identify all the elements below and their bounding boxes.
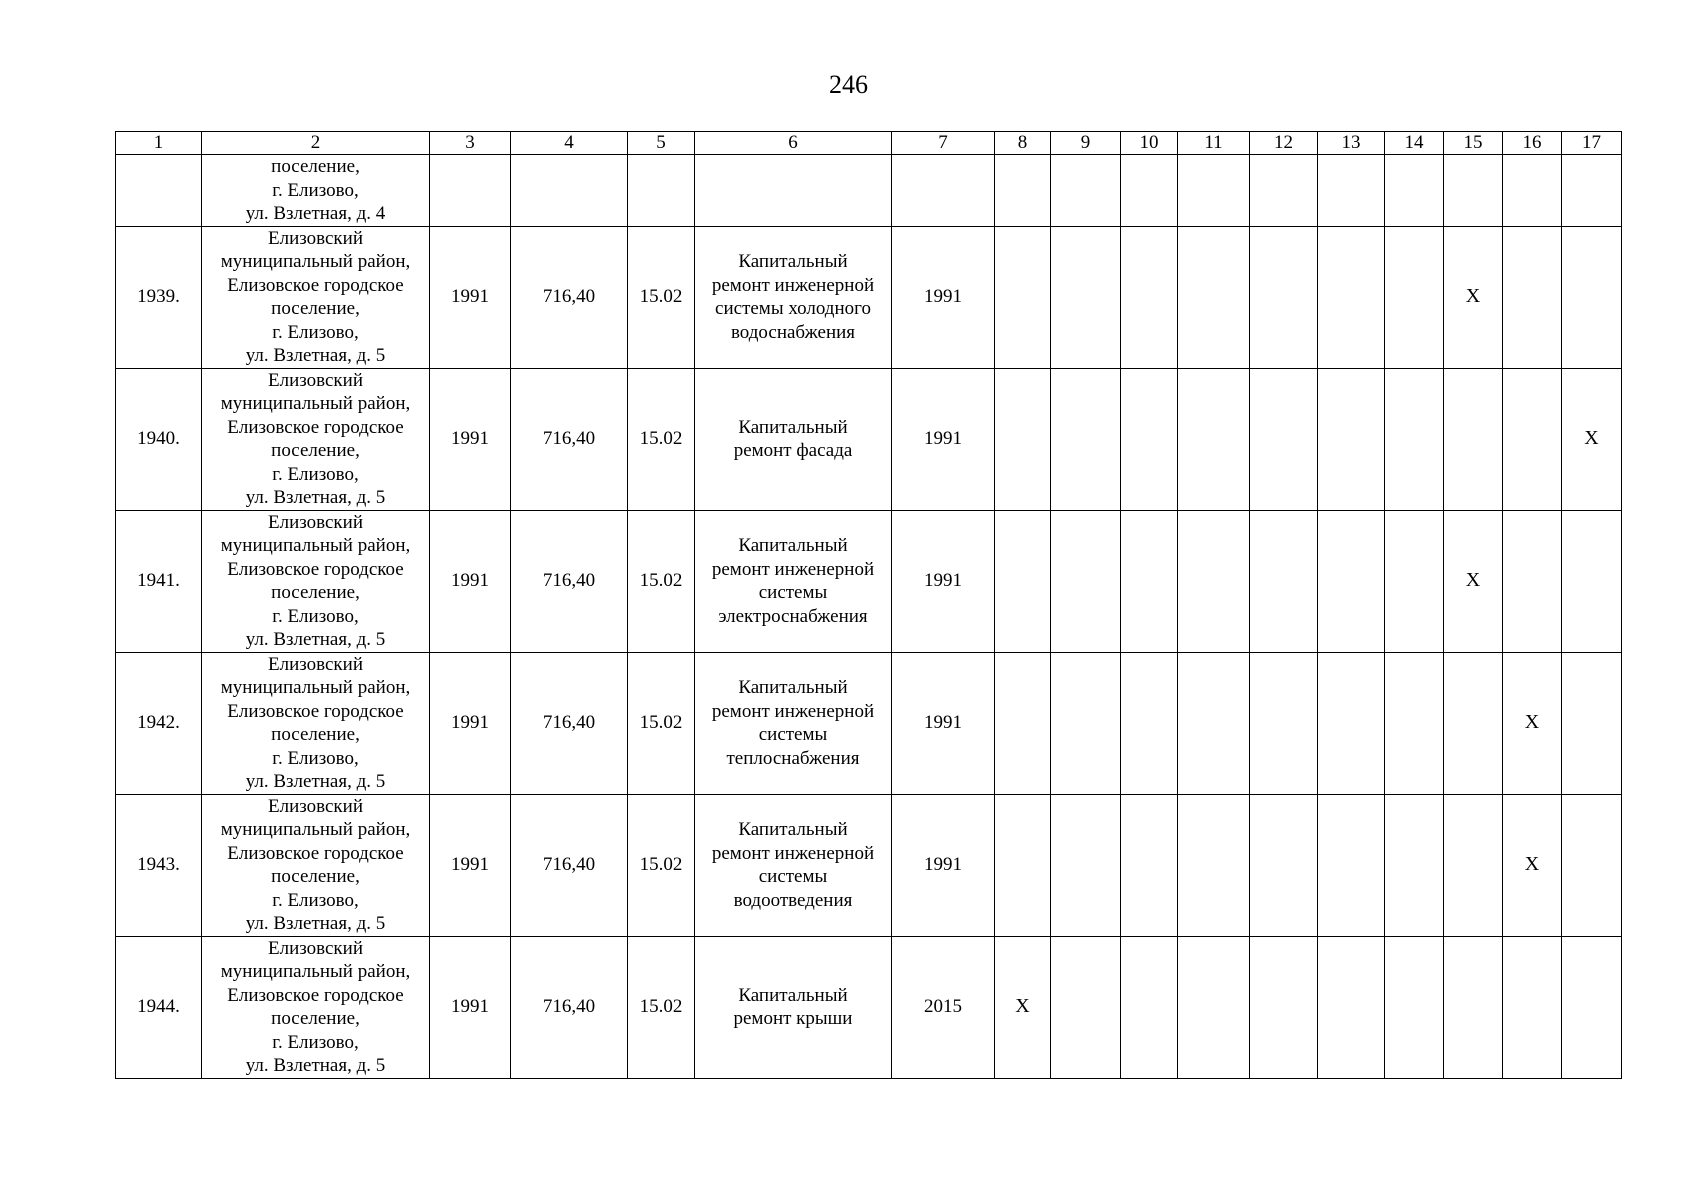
- work-line: Капитальный: [738, 416, 848, 438]
- mark-cell: [1503, 510, 1562, 652]
- mark-cell: [1178, 652, 1250, 794]
- mark-cell: [1444, 794, 1503, 936]
- work-line: системы: [758, 582, 828, 603]
- column-number-header: 14: [1385, 132, 1444, 155]
- address-line: поселение,: [271, 582, 360, 603]
- address-line: г. Елизово,: [272, 179, 359, 201]
- mark-cell: [1051, 794, 1121, 936]
- address-line: муниципальный район,: [220, 251, 411, 272]
- mark-cell: [1051, 368, 1121, 510]
- mark-cell: [1385, 936, 1444, 1078]
- work-line: ремонт инженерной: [711, 842, 875, 864]
- address-line: поселение,: [271, 440, 360, 461]
- continued-row: [116, 155, 1622, 227]
- address-line: ул. Взлетная, д. 5: [245, 345, 386, 366]
- table-row: [116, 794, 1622, 936]
- table-row: [116, 510, 1622, 652]
- cell-empty: [1503, 155, 1562, 227]
- work-line: Капитальный: [738, 677, 848, 698]
- table-row: [116, 936, 1622, 1078]
- address-line: Елизовское городское: [227, 984, 404, 1006]
- column-number-header: 9: [1051, 132, 1121, 155]
- mark-cell: [995, 652, 1051, 794]
- address-line: ул. Взлетная, д. 5: [245, 487, 386, 508]
- row-number-cell: 1942.: [116, 652, 202, 794]
- mark-cell: [1503, 368, 1562, 510]
- column-number-header: 7: [892, 132, 995, 155]
- mark-cell: [995, 368, 1051, 510]
- mark-cell: [1121, 226, 1178, 368]
- cell-address: [202, 155, 430, 227]
- code-cell: 15.02: [628, 368, 695, 510]
- mark-cell: [1250, 368, 1318, 510]
- table-row: [116, 226, 1622, 368]
- address-line: поселение,: [271, 298, 360, 319]
- address-line: Елизовский: [267, 227, 363, 249]
- mark-cell: [1250, 936, 1318, 1078]
- column-number-header: 5: [628, 132, 695, 155]
- work-line: ремонт фасада: [733, 440, 853, 461]
- row-number-cell: 1943.: [116, 794, 202, 936]
- work-type-cell: [695, 936, 892, 1078]
- column-number-header: 16: [1503, 132, 1562, 155]
- address-line: муниципальный район,: [220, 819, 411, 840]
- code-cell: 15.02: [628, 652, 695, 794]
- address-line: ул. Взлетная, д. 5: [245, 629, 386, 650]
- mark-cell: [1318, 936, 1385, 1078]
- mark-cell: [1503, 226, 1562, 368]
- year-built-cell: 1991: [430, 936, 511, 1078]
- area-cell: 716,40: [511, 510, 628, 652]
- mark-cell: [1250, 510, 1318, 652]
- table-row: [116, 652, 1622, 794]
- mark-cell: [1178, 936, 1250, 1078]
- cell-empty: [1318, 155, 1385, 227]
- mark-cell: [1121, 368, 1178, 510]
- work-line: теплоснабжения: [726, 747, 860, 769]
- table-row: [116, 368, 1622, 510]
- work-type-cell: [695, 794, 892, 936]
- address-line: Елизовское городское: [227, 558, 404, 580]
- work-line: Капитальный: [738, 819, 848, 840]
- address-line: ул. Взлетная, д. 5: [245, 1055, 386, 1076]
- address-cell: [202, 368, 430, 510]
- planned-year-cell: 2015: [892, 936, 995, 1078]
- work-line: Капитальный: [738, 251, 848, 272]
- address-line: поселение,: [271, 156, 360, 177]
- column-number-header: 12: [1250, 132, 1318, 155]
- work-type-cell: [695, 510, 892, 652]
- address-line: ул. Взлетная, д. 4: [245, 203, 386, 224]
- row-number-cell: 1944.: [116, 936, 202, 1078]
- address-line: ул. Взлетная, д. 5: [245, 771, 386, 792]
- column-number-header: 11: [1178, 132, 1250, 155]
- cell-empty: [1051, 155, 1121, 227]
- code-cell: 15.02: [628, 510, 695, 652]
- work-line: ремонт инженерной: [711, 274, 875, 296]
- cell-empty: [1121, 155, 1178, 227]
- mark-cell: X: [995, 936, 1051, 1078]
- cell-empty: [695, 155, 892, 227]
- table-body: [116, 155, 1622, 1079]
- work-line: ремонт инженерной: [711, 700, 875, 722]
- address-line: муниципальный район,: [220, 393, 411, 414]
- mark-cell: X: [1444, 510, 1503, 652]
- mark-cell: [1178, 368, 1250, 510]
- column-number-header: 10: [1121, 132, 1178, 155]
- address-cell: [202, 794, 430, 936]
- work-line: системы: [758, 724, 828, 745]
- column-number-header-row: [116, 132, 1622, 155]
- work-line: водоотведения: [733, 889, 853, 911]
- address-line: муниципальный район,: [220, 961, 411, 982]
- cell-num: [116, 155, 202, 227]
- mark-cell: [1503, 936, 1562, 1078]
- mark-cell: [1250, 794, 1318, 936]
- column-number-header: 15: [1444, 132, 1503, 155]
- column-number-header: 3: [430, 132, 511, 155]
- address-line: г. Елизово,: [272, 1031, 359, 1053]
- mark-cell: [1318, 652, 1385, 794]
- register-table: [115, 131, 1622, 1079]
- row-number-cell: 1939.: [116, 226, 202, 368]
- address-line: Елизовский: [267, 795, 363, 817]
- mark-cell: [1178, 510, 1250, 652]
- address-line: муниципальный район,: [220, 535, 411, 556]
- year-built-cell: 1991: [430, 368, 511, 510]
- work-line: системы: [758, 866, 828, 887]
- work-line: ремонт инженерной: [711, 558, 875, 580]
- work-line: системы холодного: [715, 298, 871, 319]
- year-built-cell: 1991: [430, 510, 511, 652]
- address-line: Елизовский: [267, 369, 363, 391]
- mark-cell: [1562, 510, 1622, 652]
- mark-cell: [1121, 936, 1178, 1078]
- work-line: водоснабжения: [730, 321, 856, 343]
- mark-cell: [1318, 510, 1385, 652]
- cell-empty: [1250, 155, 1318, 227]
- address-cell: [202, 226, 430, 368]
- address-line: г. Елизово,: [272, 463, 359, 485]
- mark-cell: [1385, 510, 1444, 652]
- row-number-cell: 1940.: [116, 368, 202, 510]
- column-number-header: 1: [116, 132, 202, 155]
- mark-cell: [1385, 652, 1444, 794]
- code-cell: 15.02: [628, 794, 695, 936]
- work-line: Капитальный: [738, 984, 848, 1006]
- address-line: г. Елизово,: [272, 605, 359, 627]
- work-type-cell: [695, 652, 892, 794]
- mark-cell: [1318, 794, 1385, 936]
- address-line: Елизовское городское: [227, 274, 404, 296]
- mark-cell: [1250, 652, 1318, 794]
- mark-cell: [995, 794, 1051, 936]
- address-line: г. Елизово,: [272, 889, 359, 911]
- work-line: ремонт крыши: [733, 1008, 853, 1029]
- column-number-header: 13: [1318, 132, 1385, 155]
- code-cell: 15.02: [628, 936, 695, 1078]
- cell-empty: [1385, 155, 1444, 227]
- mark-cell: [1444, 368, 1503, 510]
- address-line: ул. Взлетная, д. 5: [245, 913, 386, 934]
- year-built-cell: 1991: [430, 794, 511, 936]
- mark-cell: [1250, 226, 1318, 368]
- mark-cell: X: [1444, 226, 1503, 368]
- cell-empty: [995, 155, 1051, 227]
- mark-cell: [1178, 226, 1250, 368]
- mark-cell: [1385, 794, 1444, 936]
- column-number-header: 6: [695, 132, 892, 155]
- mark-cell: [1562, 794, 1622, 936]
- page-number: 246: [829, 70, 868, 99]
- column-number-header: 8: [995, 132, 1051, 155]
- address-line: Елизовский: [267, 511, 363, 533]
- address-line: г. Елизово,: [272, 747, 359, 769]
- mark-cell: [1051, 936, 1121, 1078]
- cell-empty: [892, 155, 995, 227]
- mark-cell: X: [1503, 794, 1562, 936]
- address-line: Елизовский: [267, 937, 363, 959]
- mark-cell: [1444, 652, 1503, 794]
- mark-cell: [1385, 368, 1444, 510]
- cell-empty: [628, 155, 695, 227]
- mark-cell: [1444, 936, 1503, 1078]
- mark-cell: [1178, 794, 1250, 936]
- address-line: Елизовское городское: [227, 700, 404, 722]
- planned-year-cell: 1991: [892, 794, 995, 936]
- mark-cell: [1051, 652, 1121, 794]
- work-line: Капитальный: [738, 535, 848, 556]
- address-cell: [202, 936, 430, 1078]
- year-built-cell: 1991: [430, 652, 511, 794]
- row-number-cell: 1941.: [116, 510, 202, 652]
- address-line: поселение,: [271, 724, 360, 745]
- column-number-header: 4: [511, 132, 628, 155]
- mark-cell: X: [1562, 368, 1622, 510]
- mark-cell: [1051, 510, 1121, 652]
- address-line: г. Елизово,: [272, 321, 359, 343]
- cell-empty: [1444, 155, 1503, 227]
- planned-year-cell: 1991: [892, 652, 995, 794]
- address-cell: [202, 652, 430, 794]
- mark-cell: [995, 510, 1051, 652]
- mark-cell: [1121, 510, 1178, 652]
- address-line: Елизовский: [267, 653, 363, 675]
- column-number-header: 2: [202, 132, 430, 155]
- mark-cell: [1318, 368, 1385, 510]
- address-line: поселение,: [271, 866, 360, 887]
- planned-year-cell: 1991: [892, 368, 995, 510]
- work-type-cell: [695, 226, 892, 368]
- cell-empty: [511, 155, 628, 227]
- address-line: поселение,: [271, 1008, 360, 1029]
- area-cell: 716,40: [511, 794, 628, 936]
- cell-empty: [1178, 155, 1250, 227]
- mark-cell: X: [1503, 652, 1562, 794]
- mark-cell: [1318, 226, 1385, 368]
- cell-empty: [1562, 155, 1622, 227]
- cell-empty: [430, 155, 511, 227]
- planned-year-cell: 1991: [892, 226, 995, 368]
- mark-cell: [995, 226, 1051, 368]
- mark-cell: [1562, 226, 1622, 368]
- address-line: Елизовское городское: [227, 842, 404, 864]
- year-built-cell: 1991: [430, 226, 511, 368]
- mark-cell: [1562, 652, 1622, 794]
- work-line: электроснабжения: [718, 605, 868, 627]
- address-line: Елизовское городское: [227, 416, 404, 438]
- address-line: муниципальный район,: [220, 677, 411, 698]
- mark-cell: [1562, 936, 1622, 1078]
- planned-year-cell: 1991: [892, 510, 995, 652]
- mark-cell: [1051, 226, 1121, 368]
- mark-cell: [1385, 226, 1444, 368]
- code-cell: 15.02: [628, 226, 695, 368]
- column-number-header: 17: [1562, 132, 1622, 155]
- mark-cell: [1121, 794, 1178, 936]
- address-cell: [202, 510, 430, 652]
- mark-cell: [1121, 652, 1178, 794]
- area-cell: 716,40: [511, 652, 628, 794]
- area-cell: 716,40: [511, 936, 628, 1078]
- area-cell: 716,40: [511, 226, 628, 368]
- area-cell: 716,40: [511, 368, 628, 510]
- work-type-cell: [695, 368, 892, 510]
